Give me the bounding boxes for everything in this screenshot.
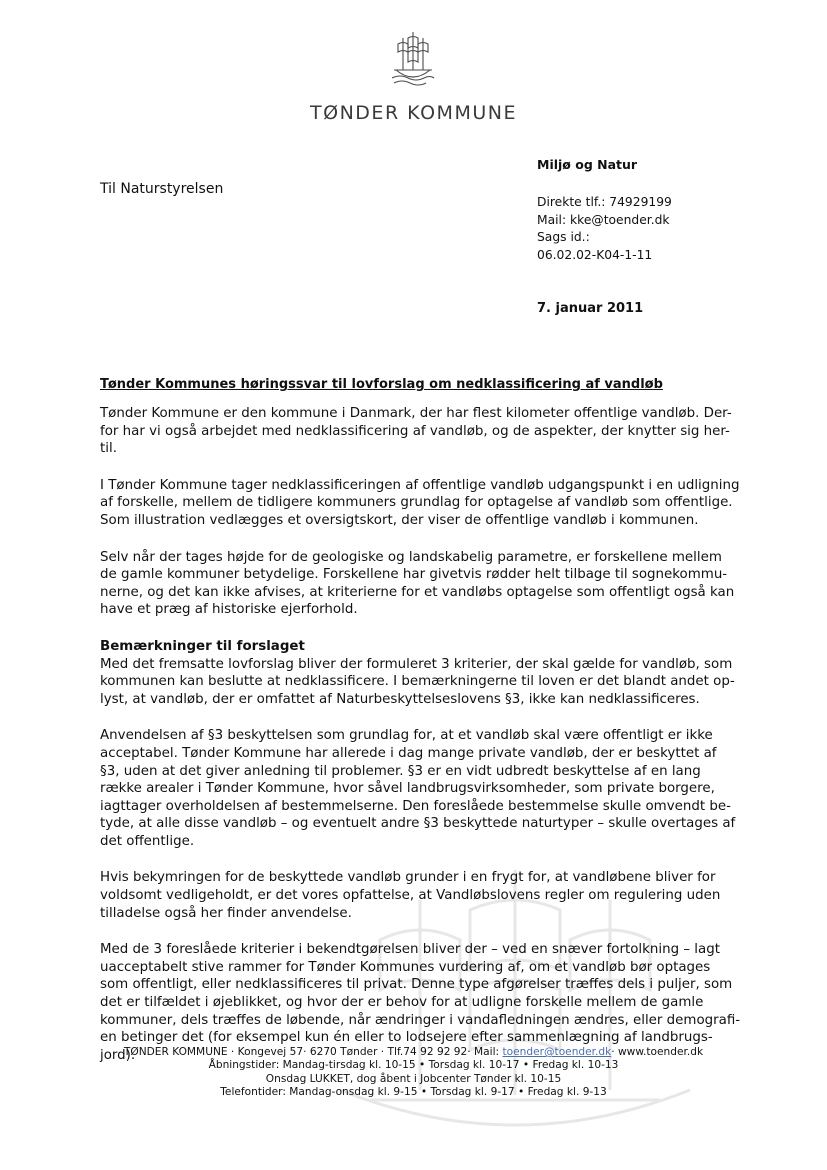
- paragraph-line: det er tilfældet i øjeblikket, og hvor der er behov for at udligne forskelle mellem de gamle: [100, 995, 704, 1011]
- letter-subject: Tønder Kommunes høringssvar til lovforslag om nedklassificering af vandløb: [100, 377, 663, 392]
- paragraph-line: acceptabel. Tønder Kommune har allerede i dag mange private vandløb, der er beskyttet af: [100, 745, 717, 761]
- footer-email-link[interactable]: toender@toender.dk: [502, 1046, 612, 1058]
- footer-wednesday-hours: Onsdag LUKKET, dog åbent i Jobcenter Tønder kl. 10-15: [265, 1072, 562, 1085]
- organization-name: TØNDER KOMMUNE: [310, 102, 517, 124]
- paragraph-line: tyde, at alle disse vandløb – og eventuelt andre §3 beskyttede naturtyper – skulle overtages af: [100, 816, 736, 832]
- paragraph-line: Med det fremsatte lovforslag bliver der formuleret 3 kriterier, der skal gælde for vandløb, som: [100, 656, 733, 672]
- case-id: 06.02.02-K04-1-11: [537, 247, 653, 262]
- contact-phone: Direkte tlf.: 74929199: [537, 195, 672, 209]
- body-paragraph: [100, 727, 740, 850]
- case-label: Sags id.:: [537, 230, 590, 244]
- paragraph-line: af forskelle, mellem de tidligere kommuners grundlag for optagelse af vandløb som offentlige.: [100, 495, 733, 511]
- contact-mail: Mail: kke@toender.dk: [537, 212, 670, 227]
- paragraph-line: lyst, at vandløb, der er omfattet af Naturbeskyttelseslovens §3, ikke kan nedklassificeres.: [100, 691, 700, 707]
- letter-body: [100, 405, 740, 1083]
- paragraph-line: Som illustration vedlægges et oversigtskort, der viser de offentlige vandløb i kommunen.: [100, 512, 699, 528]
- recipient: Til Naturstyrelsen: [100, 181, 224, 197]
- body-paragraph: [100, 549, 740, 619]
- paragraph-line: voldsomt vedligeholdt, er det vores opfattelse, at Vandløbslovens regler om regulering uden: [100, 888, 721, 904]
- paragraph-line: jord).: [100, 1047, 136, 1063]
- footer-address-suffix: · www.toender.dk: [611, 1046, 704, 1058]
- paragraph-line: Anvendelsen af §3 beskyttelsen som grundlag for, at et vandløb skal være offentligt er ikke: [100, 728, 713, 744]
- paragraph-line: I Tønder Kommune tager nedklassificeringen af offentlige vandløb udgangspunkt i en udligning: [100, 477, 740, 493]
- paragraph-line: række arealer i Tønder Kommune, hvor såvel landbrugsvirksomheder, som private borgere,: [100, 781, 715, 797]
- paragraph-line: Hvis bekymringen for de beskyttede vandløb grunder i en frygt for, at vandløbene bliver for: [100, 870, 716, 886]
- paragraph-line: til.: [100, 441, 117, 457]
- sender-contact: [537, 194, 672, 264]
- footer-phone-hours: Telefontider: Mandag-onsdag kl. 9-15 • Torsdag kl. 9-17 • Fredag kl. 9-13: [220, 1086, 607, 1099]
- paragraph-line: Tønder Kommune er den kommune i Danmark, der har flest kilometer offentlige vandløb. Der-: [100, 406, 732, 421]
- paragraph-line: iagttager overholdelsen af bestemmelserne. Den foreslåede bestemmelse skulle omvendt be-: [100, 798, 731, 814]
- paragraph-line: §3, uden at det giver anledning til problemer. §3 er en vidt udbredt beskyttelse af en lang: [100, 763, 701, 779]
- sender-department: Miljø og Natur: [537, 157, 638, 172]
- body-paragraph: [100, 638, 740, 708]
- body-paragraph: [100, 477, 740, 530]
- paragraph-line: en betinger det (for eksempel kun én eller to lodsejere efter sammenlægning af landbrugs-: [100, 1030, 713, 1046]
- paragraph-line: kommunen kan beslutte at nedklassificere. I bemærkningerne til loven er det blandt andet op-: [100, 674, 735, 690]
- paragraph-line: nerne, og det kan ikke afvises, at kriterierne for et vandløbs optagelse som offentligt også kan: [100, 584, 735, 600]
- footer: [0, 1046, 827, 1100]
- letter-date: 7. januar 2011: [537, 301, 644, 316]
- footer-address: [0, 1046, 827, 1059]
- section-heading: Bemærkninger til forslaget: [100, 638, 305, 654]
- paragraph-line: som offentligt, eller nedklassificeres til privat. Denne type afgørelser træffes dels i puljer, som: [100, 977, 733, 993]
- paragraph-line: Med de 3 foreslåede kriterier i bekendtgørelsen bliver der – ved en snæver fortolkning – lagt: [100, 942, 720, 958]
- body-paragraph: [100, 869, 740, 922]
- paragraph-line: uacceptabelt stive rammer for Tønder Kommunes vurdering af, om et vandløb bør optages: [100, 959, 711, 975]
- body-paragraph: [100, 405, 740, 458]
- paragraph-line: de gamle kommuner betydelige. Forskellene har givetvis rødder helt tilbage til sognekommu-: [100, 567, 728, 583]
- paragraph-line: det offentlige.: [100, 833, 195, 849]
- paragraph-line: tilladelse også her finder anvendelse.: [100, 905, 352, 921]
- footer-address-prefix: TØNDER KOMMUNE · Kongevej 57· 6270 Tønder · Tlf.74 92 92 92· Mail:: [123, 1046, 503, 1058]
- paragraph-line: kommuner, dels træffes de løbende, når ændringer i vandafledningen ændres, eller demografi-: [100, 1012, 741, 1028]
- paragraph-line: have et præg af historiske ejerforhold.: [100, 602, 358, 618]
- footer-opening-hours: Åbningstider: Mandag-tirsdag kl. 10-15 • Torsdag kl. 10-17 • Fredag kl. 10-13: [208, 1059, 619, 1072]
- paragraph-line: for har vi også arbejdet med nedklassificering af vandløb, og de aspekter, der knytter sig her-: [100, 423, 730, 439]
- ship-seal-icon: [388, 28, 438, 88]
- paragraph-line: Selv når der tages højde for de geologiske og landskabelig parametre, er forskellene mellem: [100, 549, 722, 565]
